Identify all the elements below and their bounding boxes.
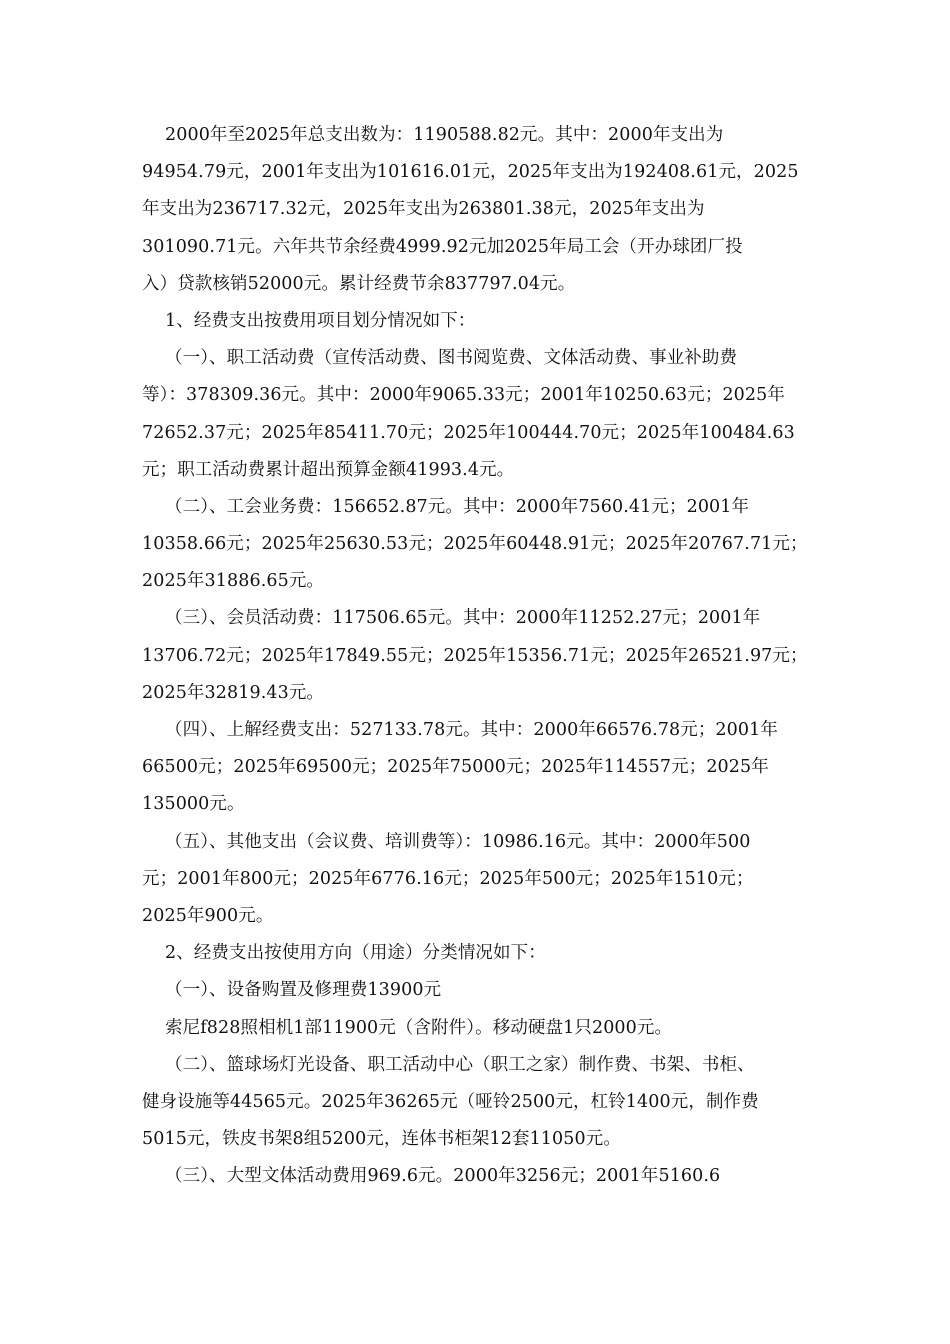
text-line: 301090.71元。六年共节余经费4999.92元加2025年局工会（开办球团厂投: [142, 236, 743, 257]
text-line: （二）、篮球场灯光设备、职工活动中心（职工之家）制作费、书架、书柜、: [165, 1054, 755, 1075]
text-line: 13706.72元；2025年17849.55元；2025年15356.71元；2025年26521.97元；: [142, 645, 808, 666]
document-body: [142, 117, 807, 1195]
text-line: 10358.66元；2025年25630.53元；2025年60448.91元；2025年20767.71元；: [142, 534, 808, 555]
text-line: （二）、工会业务费：156652.87元。其中：2000年7560.41元；2001年: [165, 496, 750, 517]
text-line: 元；2001年800元；2025年6776.16元；2025年500元；2025年1510元；: [142, 868, 754, 889]
text-line: 2025年32819.43元。: [142, 682, 325, 703]
text-line: 135000元。: [142, 794, 245, 815]
text-line: （五）、其他支出（会议费、培训费等）：10986.16元。其中：2000年500: [165, 831, 751, 852]
text-line: （一）、职工活动费（宣传活动费、图书阅览费、文体活动费、事业补助费: [165, 348, 738, 369]
text-line: 入）贷款核销52000元。累计经费节余837797.04元。: [142, 273, 576, 294]
text-line: 元；职工活动费累计超出预算金额41993.4元。: [142, 459, 515, 480]
text-line: 1、经费支出按费用项目划分情况如下：: [165, 310, 476, 331]
text-line: 等）：378309.36元。其中：2000年9065.33元；2001年10250.63元；2025年: [142, 385, 785, 406]
text-line: 2025年31886.65元。: [142, 571, 325, 592]
text-line: 5015元，铁皮书架8组5200元，连体书柜架12套11050元。: [142, 1129, 621, 1150]
text-line: （三）、会员活动费：117506.65元。其中：2000年11252.27元；2001年: [165, 608, 761, 629]
text-line: （四）、上解经费支出：527133.78元。其中：2000年66576.78元；2001年: [165, 720, 778, 740]
text-line: 66500元；2025年69500元；2025年75000元；2025年114557元；2025年: [142, 757, 769, 778]
text-line: 健身设施等44565元。2025年36265元（哑铃2500元，杠铃1400元，制作费: [142, 1091, 759, 1112]
text-line: 2000年至2025年总支出数为：1190588.82元。其中：2000年支出为: [165, 125, 724, 145]
text-line: 94954.79元，2001年支出为101616.01元，2025年支出为192408.61元，2025: [142, 162, 799, 183]
text-line: 2025年900元。: [142, 905, 274, 926]
text-line: 年支出为236717.32元，2025年支出为263801.38元，2025年支出为: [142, 199, 705, 220]
text-line: （一）、设备购置及修理费13900元: [165, 980, 442, 1001]
text-line: 2、经费支出按使用方向（用途）分类情况如下：: [165, 943, 546, 964]
text-line: 索尼f828照相机1部11900元（含附件）。移动硬盘1只2000元。: [165, 1017, 673, 1038]
text-line: （三）、大型文体活动费用969.6元。2000年3256元；2001年5160.6: [165, 1166, 721, 1187]
text-line: 72652.37元；2025年85411.70元；2025年100444.70元；2025年100484.63: [142, 422, 795, 443]
